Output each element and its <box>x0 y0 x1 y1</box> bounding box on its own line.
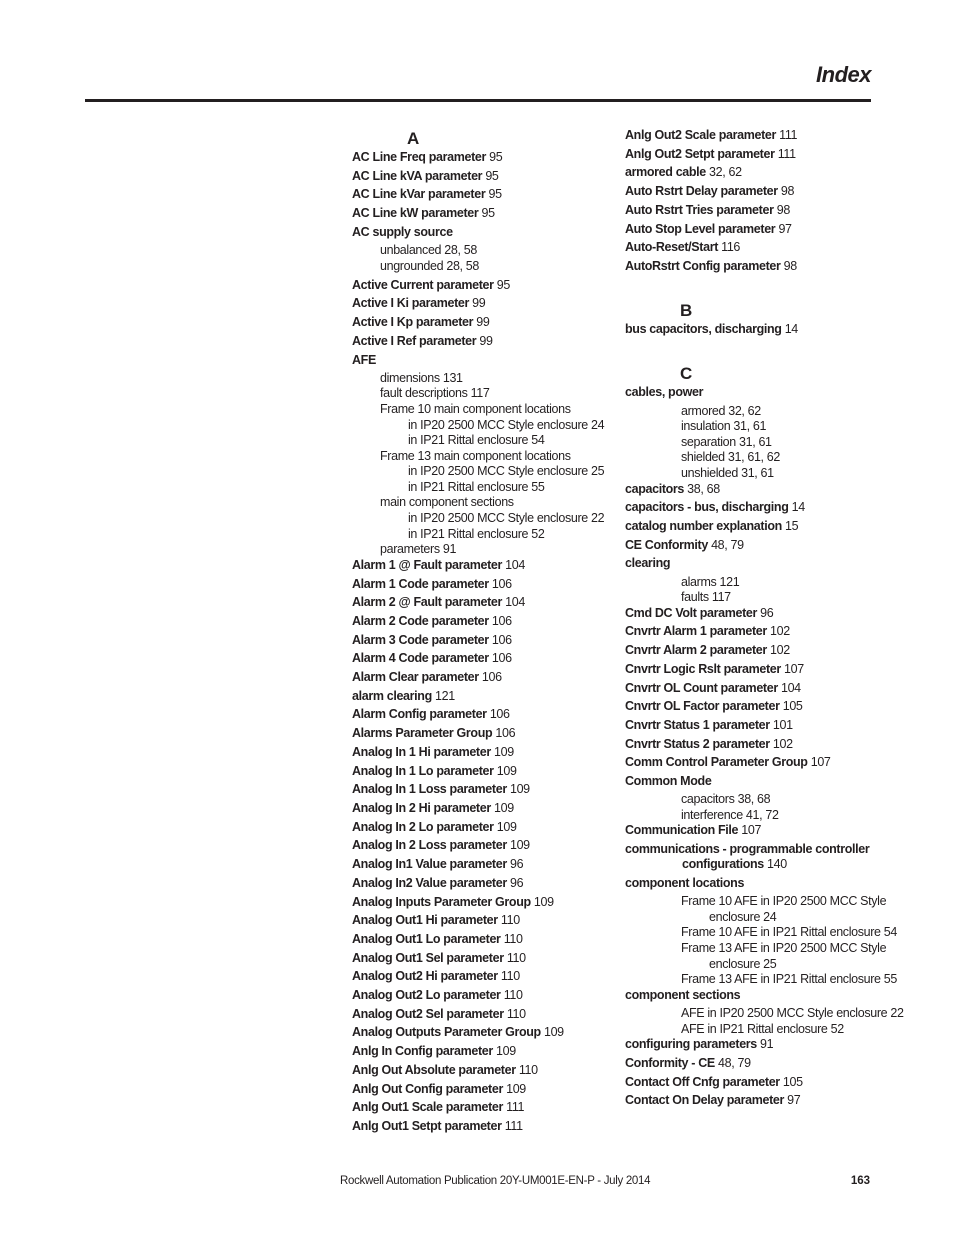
index-subentry: in IP20 2500 MCC Style enclosure 25 <box>408 464 605 479</box>
index-entry <box>625 624 925 639</box>
index-entry <box>352 296 614 311</box>
index-term: armored cable <box>625 165 706 180</box>
page-reference: 106 <box>488 613 512 628</box>
index-entry <box>352 670 614 685</box>
index-term: Cnvrtr Alarm 2 parameter <box>625 643 767 658</box>
index-entry <box>625 876 925 891</box>
page-reference: 102 <box>766 643 790 658</box>
index-entry <box>625 681 925 696</box>
page-reference: 98 <box>780 258 797 273</box>
index-term: Anlg Out Absolute parameter <box>352 1062 516 1077</box>
index-subentry: Frame 10 AFE in IP21 Rittal enclosure 54 <box>681 925 897 940</box>
index-term: Communication File <box>625 823 739 838</box>
index-term: AC Line kVA parameter <box>352 168 483 183</box>
page-reference: 95 <box>485 187 502 202</box>
index-subentry: in IP20 2500 MCC Style enclosure 24 <box>408 417 605 432</box>
page-reference: 109 <box>506 838 530 853</box>
page-reference: 106 <box>486 707 510 722</box>
page-reference: 105 <box>779 699 803 714</box>
index-subentry: AFE in IP20 2500 MCC Style enclosure 22 <box>681 1006 904 1020</box>
page-reference: 104 <box>502 595 525 610</box>
index-term: Analog In 1 Hi parameter <box>352 744 491 759</box>
page-reference: 104 <box>777 680 801 695</box>
index-entry <box>352 820 614 835</box>
page-reference: 99 <box>476 333 493 348</box>
page-reference: 111 <box>776 128 798 142</box>
index-term: Cnvrtr Alarm 1 parameter <box>625 624 767 639</box>
index-entry <box>352 857 614 872</box>
page-reference: 110 <box>500 931 523 946</box>
page-reference: 99 <box>473 315 490 330</box>
page-reference: 106 <box>478 670 502 685</box>
index-entry <box>625 1075 925 1090</box>
index-subentry: Frame 10 AFE in IP20 2500 MCC Style <box>681 894 887 909</box>
publication-info: Rockwell Automation Publication 20Y-UM001E-EN-P - July 2014 <box>340 1175 651 1187</box>
index-entry <box>352 876 614 891</box>
index-term: Alarms Parameter Group <box>352 726 493 741</box>
index-subentry: capacitors 38, 68 <box>681 792 771 807</box>
index-term: Anlg Out Config parameter <box>352 1081 503 1096</box>
index-term: Active I Kp parameter <box>352 315 474 330</box>
page-reference: 95 <box>493 277 510 292</box>
index-subentry: separation 31, 61 <box>681 434 772 449</box>
index-entry <box>625 643 925 658</box>
page-reference: 111 <box>501 1118 523 1133</box>
index-entry <box>625 1093 925 1108</box>
index-term: Analog In 1 Loss parameter <box>352 782 507 797</box>
index-entry <box>352 614 614 629</box>
page-reference: 32, 62 <box>705 165 742 180</box>
index-entry <box>625 842 925 857</box>
index-entry <box>352 895 614 910</box>
index-entry <box>625 823 925 838</box>
index-entry <box>625 737 925 752</box>
index-term: Cnvrtr Status 2 parameter <box>625 736 770 751</box>
index-entry <box>352 801 614 816</box>
index-term: communications - programmable controller <box>625 842 870 857</box>
index-entry <box>625 774 925 789</box>
index-term: component locations <box>625 876 745 891</box>
page-reference: 97 <box>784 1093 801 1108</box>
page-reference: 109 <box>492 1044 516 1059</box>
section-letter: C <box>680 364 693 384</box>
index-term: bus capacitors, discharging <box>625 322 782 337</box>
index-subentry: Frame 13 AFE in IP20 2500 MCC Style <box>681 941 887 956</box>
index-term: Anlg In Config parameter <box>352 1044 493 1059</box>
index-entry <box>625 184 925 199</box>
index-entry <box>625 857 925 872</box>
index-entry <box>352 169 614 184</box>
index-entry <box>352 353 614 368</box>
page-reference: 106 <box>488 576 512 591</box>
index-entry <box>352 651 614 666</box>
index-entry <box>625 1037 925 1052</box>
index-term: capacitors <box>625 481 685 496</box>
index-entry <box>352 334 614 349</box>
page-reference: 106 <box>492 726 516 741</box>
page-reference: 98 <box>777 184 795 199</box>
index-subentry: in IP20 2500 MCC Style enclosure 22 <box>408 511 605 526</box>
page-reference: 106 <box>488 651 512 666</box>
page-reference: 110 <box>500 988 523 1003</box>
index-subentry: enclosure 25 <box>709 956 777 971</box>
index-term: clearing <box>625 556 671 571</box>
page-reference: 97 <box>775 221 792 236</box>
index-term: AC Line kW parameter <box>352 206 479 221</box>
index-entry <box>625 538 925 553</box>
page-reference: 48, 79 <box>707 537 744 552</box>
index-term: Cnvrtr OL Factor parameter <box>625 699 780 714</box>
page-reference: 106 <box>488 632 512 647</box>
index-term: AutoRstrt Config parameter <box>625 258 781 273</box>
index-term: Alarm 2 Code parameter <box>352 613 489 628</box>
index-term: Analog In1 Value parameter <box>352 857 507 872</box>
index-term: Analog Out2 Lo parameter <box>352 988 501 1003</box>
index-subentry: main component sections <box>380 495 514 510</box>
page-reference: 14 <box>781 322 798 337</box>
index-entry <box>352 1082 614 1097</box>
index-subentry: ungrounded 28, 58 <box>380 258 480 273</box>
index-entry <box>352 187 614 202</box>
page-reference: 140 <box>763 857 787 872</box>
index-entry <box>352 1044 614 1059</box>
page-reference: 110 <box>515 1062 538 1077</box>
page-reference: 98 <box>773 202 790 217</box>
index-term: Analog In 2 Loss parameter <box>352 838 507 853</box>
index-term: Auto Rstrt Tries parameter <box>625 202 774 217</box>
index-term: AC supply source <box>352 224 453 239</box>
index-column-right <box>625 128 925 1109</box>
index-term: AC Line Freq parameter <box>352 150 487 164</box>
index-term: catalog number explanation <box>625 518 782 533</box>
index-entry <box>625 755 925 770</box>
index-entry <box>352 951 614 966</box>
page-reference: 109 <box>506 782 530 797</box>
index-entry <box>352 764 614 779</box>
page-reference: 107 <box>738 823 762 838</box>
index-term: Alarm 1 @ Fault parameter <box>352 557 503 572</box>
page-reference: 116 <box>718 240 741 255</box>
index-entry <box>352 782 614 797</box>
index-term: Auto Stop Level parameter <box>625 221 776 236</box>
index-term: Auto-Reset/Start <box>625 240 719 255</box>
page-reference: 109 <box>530 894 554 909</box>
index-entry <box>625 519 925 534</box>
page-reference: 14 <box>788 500 805 515</box>
index-term: Contact On Delay parameter <box>625 1093 785 1108</box>
page-reference: 109 <box>493 763 517 778</box>
index-term: Analog Out1 Hi parameter <box>352 913 498 928</box>
index-subentry: armored 32, 62 <box>681 403 761 418</box>
page-reference: 105 <box>779 1074 803 1089</box>
index-term: Analog Out2 Hi parameter <box>352 969 498 984</box>
index-subentry: unbalanced 28, 58 <box>380 243 477 258</box>
index-term: Anlg Out2 Setpt parameter <box>625 146 775 161</box>
index-entry <box>352 1025 614 1040</box>
index-subentry: fault descriptions 117 <box>380 386 490 401</box>
index-entry <box>352 633 614 648</box>
page-reference: 110 <box>503 950 526 965</box>
page-reference: 107 <box>807 755 831 770</box>
index-term: configurations <box>682 857 764 872</box>
index-subentry: in IP21 Rittal enclosure 54 <box>408 433 545 448</box>
index-subentry: alarms 121 <box>681 574 740 589</box>
index-entry <box>352 988 614 1003</box>
index-entry <box>352 315 614 330</box>
index-term: alarm clearing <box>352 688 432 703</box>
index-entry <box>625 988 925 1003</box>
page-title: Index <box>816 62 871 87</box>
index-entry <box>625 662 925 677</box>
index-entry <box>625 322 925 337</box>
page-reference: 104 <box>502 557 525 572</box>
section-letter: B <box>680 301 693 321</box>
page-reference: 109 <box>490 744 514 759</box>
page-reference: 109 <box>493 819 517 834</box>
index-term: Analog Outputs Parameter Group <box>352 1025 541 1040</box>
index-term: Comm Control Parameter Group <box>625 755 808 770</box>
index-term: Anlg Out1 Scale parameter <box>352 1100 504 1115</box>
index-column-left <box>352 128 614 1134</box>
page-reference: 95 <box>486 150 503 164</box>
page-reference: 121 <box>431 688 455 703</box>
page-reference: 91 <box>756 1037 774 1052</box>
index-term: configuring parameters <box>625 1037 757 1052</box>
index-entry <box>625 556 925 571</box>
page-reference: 109 <box>502 1081 526 1096</box>
index-term: cables, power <box>625 385 704 400</box>
index-entry <box>352 745 614 760</box>
index-term: capacitors - bus, discharging <box>625 500 789 515</box>
index-term: Analog Out1 Lo parameter <box>352 931 501 946</box>
index-subentry: insulation 31, 61 <box>681 419 767 434</box>
index-term: Cnvrtr OL Count parameter <box>625 680 778 695</box>
index-entry <box>625 128 925 143</box>
index-subentry: Frame 13 AFE in IP21 Rittal enclosure 55 <box>681 972 897 987</box>
page-reference: 95 <box>478 206 495 221</box>
index-term: AFE <box>352 352 376 367</box>
index-entry <box>352 225 614 240</box>
index-term: CE Conformity <box>625 537 708 552</box>
index-subentry: unshielded 31, 61 <box>681 465 774 480</box>
index-term: Alarm 3 Code parameter <box>352 632 489 647</box>
page-reference: 48, 79 <box>714 1055 751 1070</box>
index-term: Active I Ref parameter <box>352 333 477 348</box>
page-reference: 102 <box>766 624 790 639</box>
index-term: Alarm 2 @ Fault parameter <box>352 595 503 610</box>
index-subentry: parameters 91 <box>380 542 457 557</box>
index-subentry: Frame 10 main component locations <box>380 401 571 416</box>
index-entry <box>352 1119 614 1134</box>
page-reference: 96 <box>757 605 774 620</box>
index-term: Analog In 1 Lo parameter <box>352 763 494 778</box>
index-entry <box>352 206 614 221</box>
index-entry <box>625 385 925 400</box>
index-term: Active I Ki parameter <box>352 296 470 311</box>
page-number: 163 <box>850 1175 870 1187</box>
index-entry <box>625 203 925 218</box>
section-letter: A <box>407 129 420 148</box>
index-term: Analog Out2 Sel parameter <box>352 1006 504 1021</box>
index-term: Analog In2 Value parameter <box>352 875 507 890</box>
index-entry <box>352 913 614 928</box>
index-entry <box>625 147 925 162</box>
index-term: Analog In 2 Lo parameter <box>352 819 494 834</box>
index-subentry: faults 117 <box>681 590 731 605</box>
index-term: Conformity - CE <box>625 1055 715 1070</box>
index-entry <box>625 1056 925 1071</box>
index-term: Alarm 4 Code parameter <box>352 651 489 666</box>
page-reference: 107 <box>780 661 804 676</box>
index-term: Auto Rstrt Delay parameter <box>625 184 778 199</box>
page-reference: 15 <box>781 518 799 533</box>
index-entry <box>352 558 614 573</box>
page-reference: 102 <box>769 736 793 751</box>
index-entry <box>352 838 614 853</box>
index-term: component sections <box>625 987 741 1002</box>
index-subentry: in IP21 Rittal enclosure 52 <box>408 526 545 541</box>
index-entry <box>352 932 614 947</box>
index-entry <box>625 259 925 274</box>
index-entry <box>352 1063 614 1078</box>
index-term: Alarm Clear parameter <box>352 670 479 685</box>
index-term: Cmd DC Volt parameter <box>625 605 758 620</box>
header-rule <box>85 99 871 102</box>
index-term: Analog Inputs Parameter Group <box>352 894 531 909</box>
index-entry <box>352 969 614 984</box>
index-term: AC Line kVar parameter <box>352 187 486 202</box>
index-term: Contact Off Cnfg parameter <box>625 1074 780 1089</box>
index-entry <box>625 699 925 714</box>
index-subentry: enclosure 24 <box>709 909 777 924</box>
index-entry <box>352 577 614 592</box>
index-entry <box>352 1100 614 1115</box>
page-reference: 110 <box>497 913 520 928</box>
page-reference: 110 <box>503 1006 526 1021</box>
index-entry <box>625 718 925 733</box>
index-entry <box>625 606 925 621</box>
page-reference: 95 <box>482 168 499 183</box>
index-term: Alarm 1 Code parameter <box>352 576 489 591</box>
index-term: Analog In 2 Hi parameter <box>352 800 491 815</box>
index-subentry: shielded 31, 61, 62 <box>681 450 780 465</box>
page-reference: 109 <box>540 1025 564 1040</box>
index-entry <box>625 165 925 180</box>
page-reference: 109 <box>490 800 514 815</box>
index-entry <box>625 500 925 515</box>
index-subentry: in IP21 Rittal enclosure 55 <box>408 479 545 494</box>
index-entry <box>625 240 925 255</box>
index-term: Analog Out1 Sel parameter <box>352 950 504 965</box>
index-entry <box>625 222 925 237</box>
index-subentry: Frame 13 main component locations <box>380 448 571 463</box>
index-subentry: dimensions 131 <box>380 370 463 385</box>
index-term: Common Mode <box>625 774 712 789</box>
page-reference: 111 <box>503 1100 525 1115</box>
index-term: Alarm Config parameter <box>352 707 487 722</box>
page-reference: 38, 68 <box>684 481 720 496</box>
index-term: Anlg Out1 Setpt parameter <box>352 1118 502 1133</box>
page-reference: 111 <box>774 146 796 161</box>
page-reference: 96 <box>506 875 524 890</box>
page-reference: 101 <box>769 717 793 732</box>
index-entry <box>352 595 614 610</box>
index-entry <box>352 726 614 741</box>
index-term: Cnvrtr Status 1 parameter <box>625 717 770 732</box>
index-entry <box>352 689 614 704</box>
page-reference: 99 <box>469 296 486 311</box>
page-reference: 96 <box>506 857 524 872</box>
page-reference: 110 <box>497 969 520 984</box>
index-subentry: AFE in IP21 Rittal enclosure 52 <box>681 1021 844 1036</box>
index-entry <box>352 1007 614 1022</box>
index-entry <box>352 278 614 293</box>
index-term: Cnvrtr Logic Rslt parameter <box>625 661 781 676</box>
index-entry <box>352 707 614 722</box>
index-term: Anlg Out2 Scale parameter <box>625 128 777 142</box>
index-entry <box>625 482 925 497</box>
index-subentry: interference 41, 72 <box>681 807 779 822</box>
index-term: Active Current parameter <box>352 277 494 292</box>
index-entry <box>352 150 614 165</box>
